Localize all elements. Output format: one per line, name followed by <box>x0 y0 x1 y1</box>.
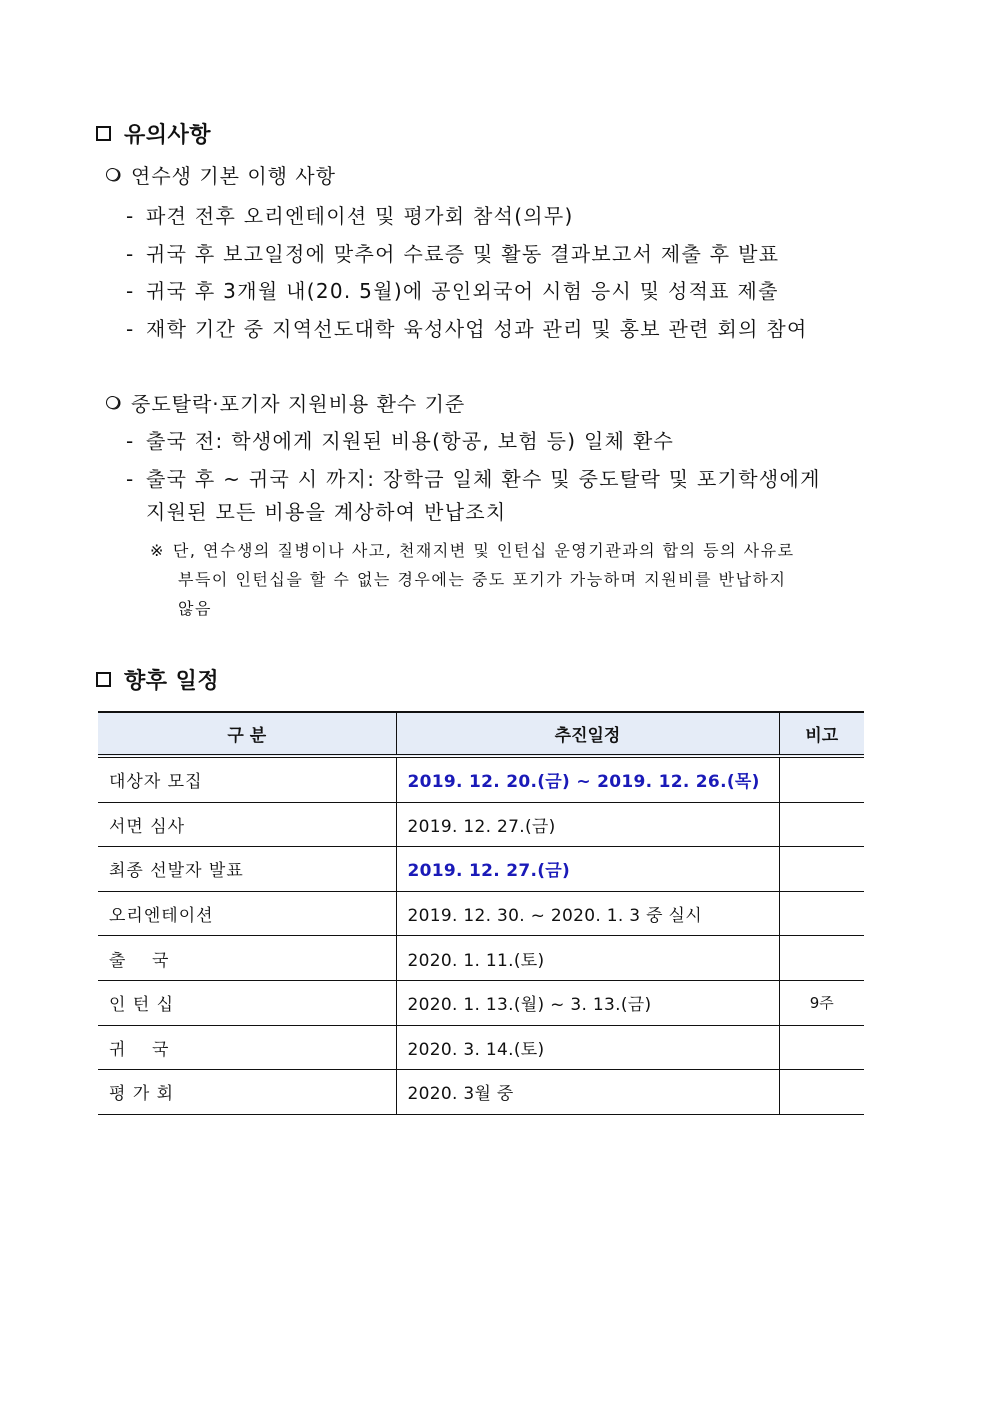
dash-bullet-icon: - <box>126 429 135 453</box>
table-row <box>98 756 864 802</box>
row-label: 대상자 모집 <box>98 756 396 802</box>
table-row <box>98 1070 864 1115</box>
section-title-notes <box>96 118 211 149</box>
section-title-schedule <box>96 664 219 695</box>
row-note <box>779 1070 864 1115</box>
row-note <box>779 936 864 981</box>
row-date: 2020. 3. 14.(토) <box>396 1025 779 1070</box>
column-header-remarks: 비고 <box>779 712 864 756</box>
dash-bullet-icon: - <box>126 204 135 228</box>
row-date: 2019. 12. 20.(금) ~ 2019. 12. 26.(목) <box>396 756 779 802</box>
section-title-text: 유의사항 <box>124 123 212 148</box>
row-note <box>779 756 864 802</box>
row-label: 서면 심사 <box>98 802 396 847</box>
dash-bullet-icon: - <box>126 467 135 491</box>
square-bullet-icon <box>96 672 111 687</box>
row-date: 2019. 12. 27.(금) <box>396 802 779 847</box>
list-item: - 출국 후 ~ 귀국 시 까지: 장학금 일체 환수 및 중도탈락 및 포기학생에게 <box>126 467 821 491</box>
circle-bullet-icon <box>106 396 119 409</box>
row-date: 2020. 1. 11.(토) <box>396 936 779 981</box>
table-row <box>98 802 864 847</box>
list-item: - 귀국 후 보고일정에 맞추어 수료증 및 활동 결과보고서 제출 후 발표 <box>126 242 780 266</box>
subsection-title-refund-criteria <box>106 388 465 417</box>
row-date: 2020. 3월 중 <box>396 1070 779 1115</box>
list-item: - 파견 전후 오리엔테이션 및 평가회 참석(의무) <box>126 204 574 228</box>
row-label: 최종 선발자 발표 <box>98 847 396 892</box>
list-item: - 귀국 후 3개월 내(20. 5월)에 공인외국어 시험 응시 및 성적표 제출 <box>126 279 779 303</box>
row-label: 출 국 <box>98 936 396 981</box>
row-date: 2020. 1. 13.(월) ~ 3. 13.(금) <box>396 980 779 1025</box>
row-date: 2019. 12. 27.(금) <box>396 847 779 892</box>
table-row <box>98 980 864 1025</box>
reference-mark-icon: ※ <box>150 541 165 560</box>
circle-bullet-icon <box>106 168 119 181</box>
subsection-title-text: 연수생 기본 이행 사항 <box>131 164 336 188</box>
table-row <box>98 847 864 892</box>
row-note <box>779 1025 864 1070</box>
row-label: 오리엔테이션 <box>98 891 396 936</box>
schedule-table <box>98 711 864 1115</box>
subsection-title-basic-duties <box>106 160 336 189</box>
dash-bullet-icon: - <box>126 317 135 341</box>
table-row <box>98 1025 864 1070</box>
dash-bullet-icon: - <box>126 242 135 266</box>
row-label: 평 가 회 <box>98 1070 396 1115</box>
footnote: ※ 단, 연수생의 질병이나 사고, 천재지변 및 인턴십 운영기관과의 합의 등의 사유로 부득이 인턴십을 할 수 없는 경우에는 중도 포기가 가능하며 지원비를 반납하지 않음 <box>150 541 795 618</box>
row-note: 9주 <box>779 980 864 1025</box>
list-item: - 출국 전: 학생에게 지원된 비용(항공, 보험 등) 일체 환수 <box>126 429 675 453</box>
section-title-text: 향후 일정 <box>124 669 220 694</box>
column-header-category: 구 분 <box>98 712 396 756</box>
row-note <box>779 802 864 847</box>
subsection-title-text: 중도탈락·포기자 지원비용 환수 기준 <box>131 392 466 416</box>
row-date: 2019. 12. 30. ~ 2020. 1. 3 중 실시 <box>396 891 779 936</box>
table-row <box>98 936 864 981</box>
table-row <box>98 891 864 936</box>
table-header-row <box>98 712 864 756</box>
dash-bullet-icon: - <box>126 279 135 303</box>
row-label: 귀 국 <box>98 1025 396 1070</box>
square-bullet-icon <box>96 126 111 141</box>
list-item: - 재학 기간 중 지역선도대학 육성사업 성과 관리 및 홍보 관련 회의 참여 <box>126 317 808 341</box>
row-note <box>779 891 864 936</box>
list-item-continuation: 지원된 모든 비용을 계상하여 반납조치 <box>146 500 507 524</box>
row-note <box>779 847 864 892</box>
column-header-schedule: 추진일정 <box>396 712 779 756</box>
row-label: 인 턴 십 <box>98 980 396 1025</box>
